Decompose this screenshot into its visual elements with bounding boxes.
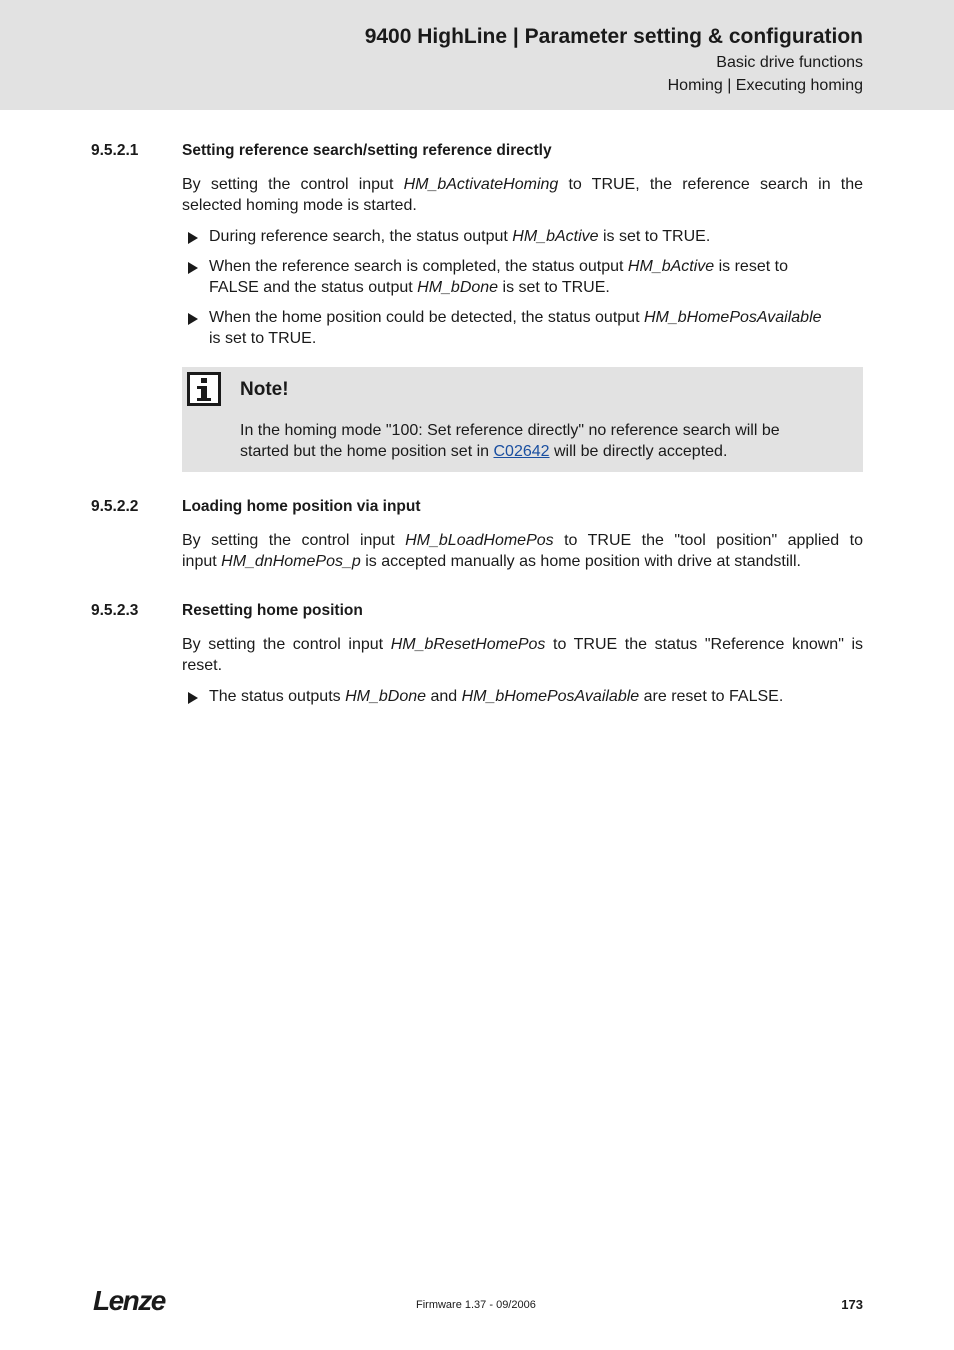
parameter-link-c02642[interactable]: C02642 (493, 443, 550, 460)
section-paragraph (182, 174, 863, 216)
section-title: Resetting home position (182, 602, 363, 619)
paragraph-line: By setting the control input HM_bResetHomePos to TRUE the status "Reference known" is (182, 636, 864, 653)
note-title: Note! (240, 379, 289, 400)
bullet-item: When the home position could be detected, the status output HM_bHomePosAvailable is set to TRUE. (188, 307, 863, 349)
bullet-item: The status outputs HM_bDone and HM_bHomePosAvailable are reset to FALSE. (188, 686, 863, 707)
note-box (182, 367, 863, 472)
page-number: 173 (841, 1297, 863, 1312)
page-header (0, 0, 954, 110)
document-title: 9400 HighLine | Parameter setting & configuration (364, 25, 863, 48)
triangle-bullet-icon (188, 692, 198, 704)
paragraph-line: By setting the control input HM_bActivateHoming to TRUE, the reference search in the (182, 176, 863, 193)
lenze-logo (92, 1283, 172, 1315)
chapter-title: Basic drive functions (716, 54, 863, 71)
svg-text:Lenze: Lenze (93, 1285, 165, 1315)
bullet-item: During reference search, the status output HM_bActive is set to TRUE. (188, 226, 863, 247)
section-number: 9.5.2.3 (91, 602, 139, 619)
triangle-bullet-icon (188, 262, 198, 274)
firmware-version: Firmware 1.37 - 09/2006 (416, 1299, 536, 1311)
paragraph-line: reset. (182, 657, 223, 674)
section-title: Setting reference search/setting reference directly (182, 142, 552, 159)
paragraph-line: selected homing mode is started. (182, 197, 417, 214)
section-paragraph (182, 634, 863, 676)
paragraph-line: input HM_dnHomePos_p is accepted manually as home position with drive at standstill. (182, 553, 801, 570)
paragraph-line: By setting the control input HM_bLoadHomePos to TRUE the "tool position" applied to (182, 532, 864, 549)
section-number: 9.5.2.1 (91, 142, 139, 159)
info-icon (187, 372, 221, 406)
note-text: In the homing mode "100: Set reference directly" no reference search will be started but the home position set in C02642 will be directly accepted. (240, 422, 780, 460)
triangle-bullet-icon (188, 232, 198, 244)
bullet-item: When the reference search is completed, the status output HM_bActive is reset to FALSE and the status output HM_bDone is set to TRUE. (188, 256, 863, 298)
section-title: Loading home position via input (182, 498, 421, 515)
section-number: 9.5.2.2 (91, 498, 139, 515)
section-paragraph (182, 530, 863, 572)
section-breadcrumb: Homing | Executing homing (667, 77, 863, 94)
triangle-bullet-icon (188, 313, 198, 325)
